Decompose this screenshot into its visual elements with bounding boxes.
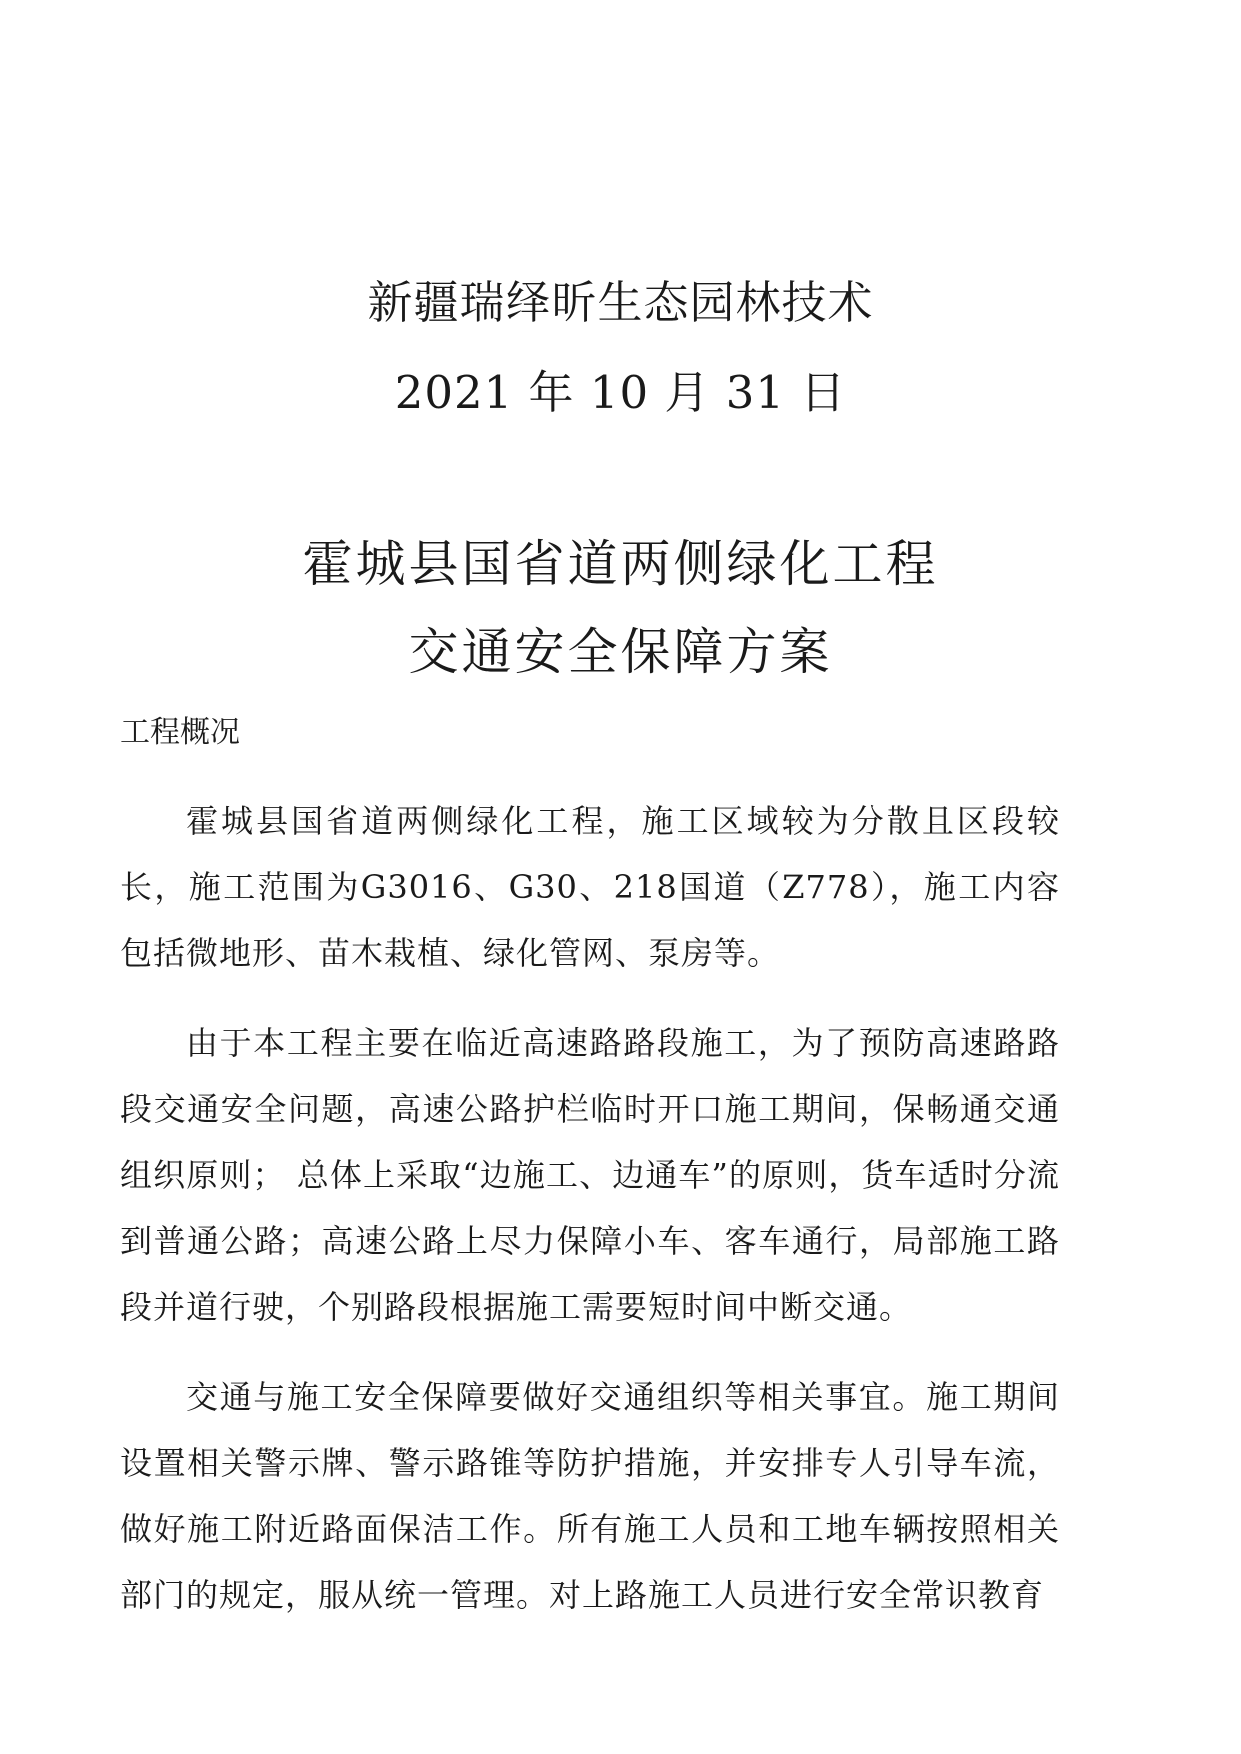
document-date: 2021 年 10 月 31 日 (394, 366, 847, 419)
document-title-line-2: 交通安全保障方案 (408, 623, 833, 681)
section-heading: 工程概况 (120, 715, 240, 750)
organization-name: 新疆瑞绎昕生态园林技术 (367, 276, 874, 329)
paragraph: 交通与施工安全保障要做好交通组织等相关事宜。施工期间设置相关警示牌、警示路锥等防护措施，并安排专人引导车流，做好施工附近路面保洁工作。所有施工人员和工地车辆按照相关部门的规定，服从统一管理。对上路施工人员进行安全常识教育 (120, 1378, 1060, 1614)
paragraph: 由于本工程主要在临近高速路路段施工，为了预防高速路路段交通安全问题，高速公路护栏临时开口施工期间，保畅通交通组织原则； 总体上采取“边施工、边通车”的原则，货车适时分流到普通公路；高速公路上尽力保障小车、客车通行，局部施工路段并道行驶，个别路段根据施工需要短时间中断交通。 (120, 1024, 1060, 1326)
paragraph: 霍城县国省道两侧绿化工程，施工区域较为分散且区段较长，施工范围为G3016、G30、218国道（Z778），施工内容包括微地形、苗木栽植、绿化管网、泵房等。 (120, 802, 1060, 972)
document-title-line-1: 霍城县国省道两侧绿化工程 (302, 535, 939, 593)
